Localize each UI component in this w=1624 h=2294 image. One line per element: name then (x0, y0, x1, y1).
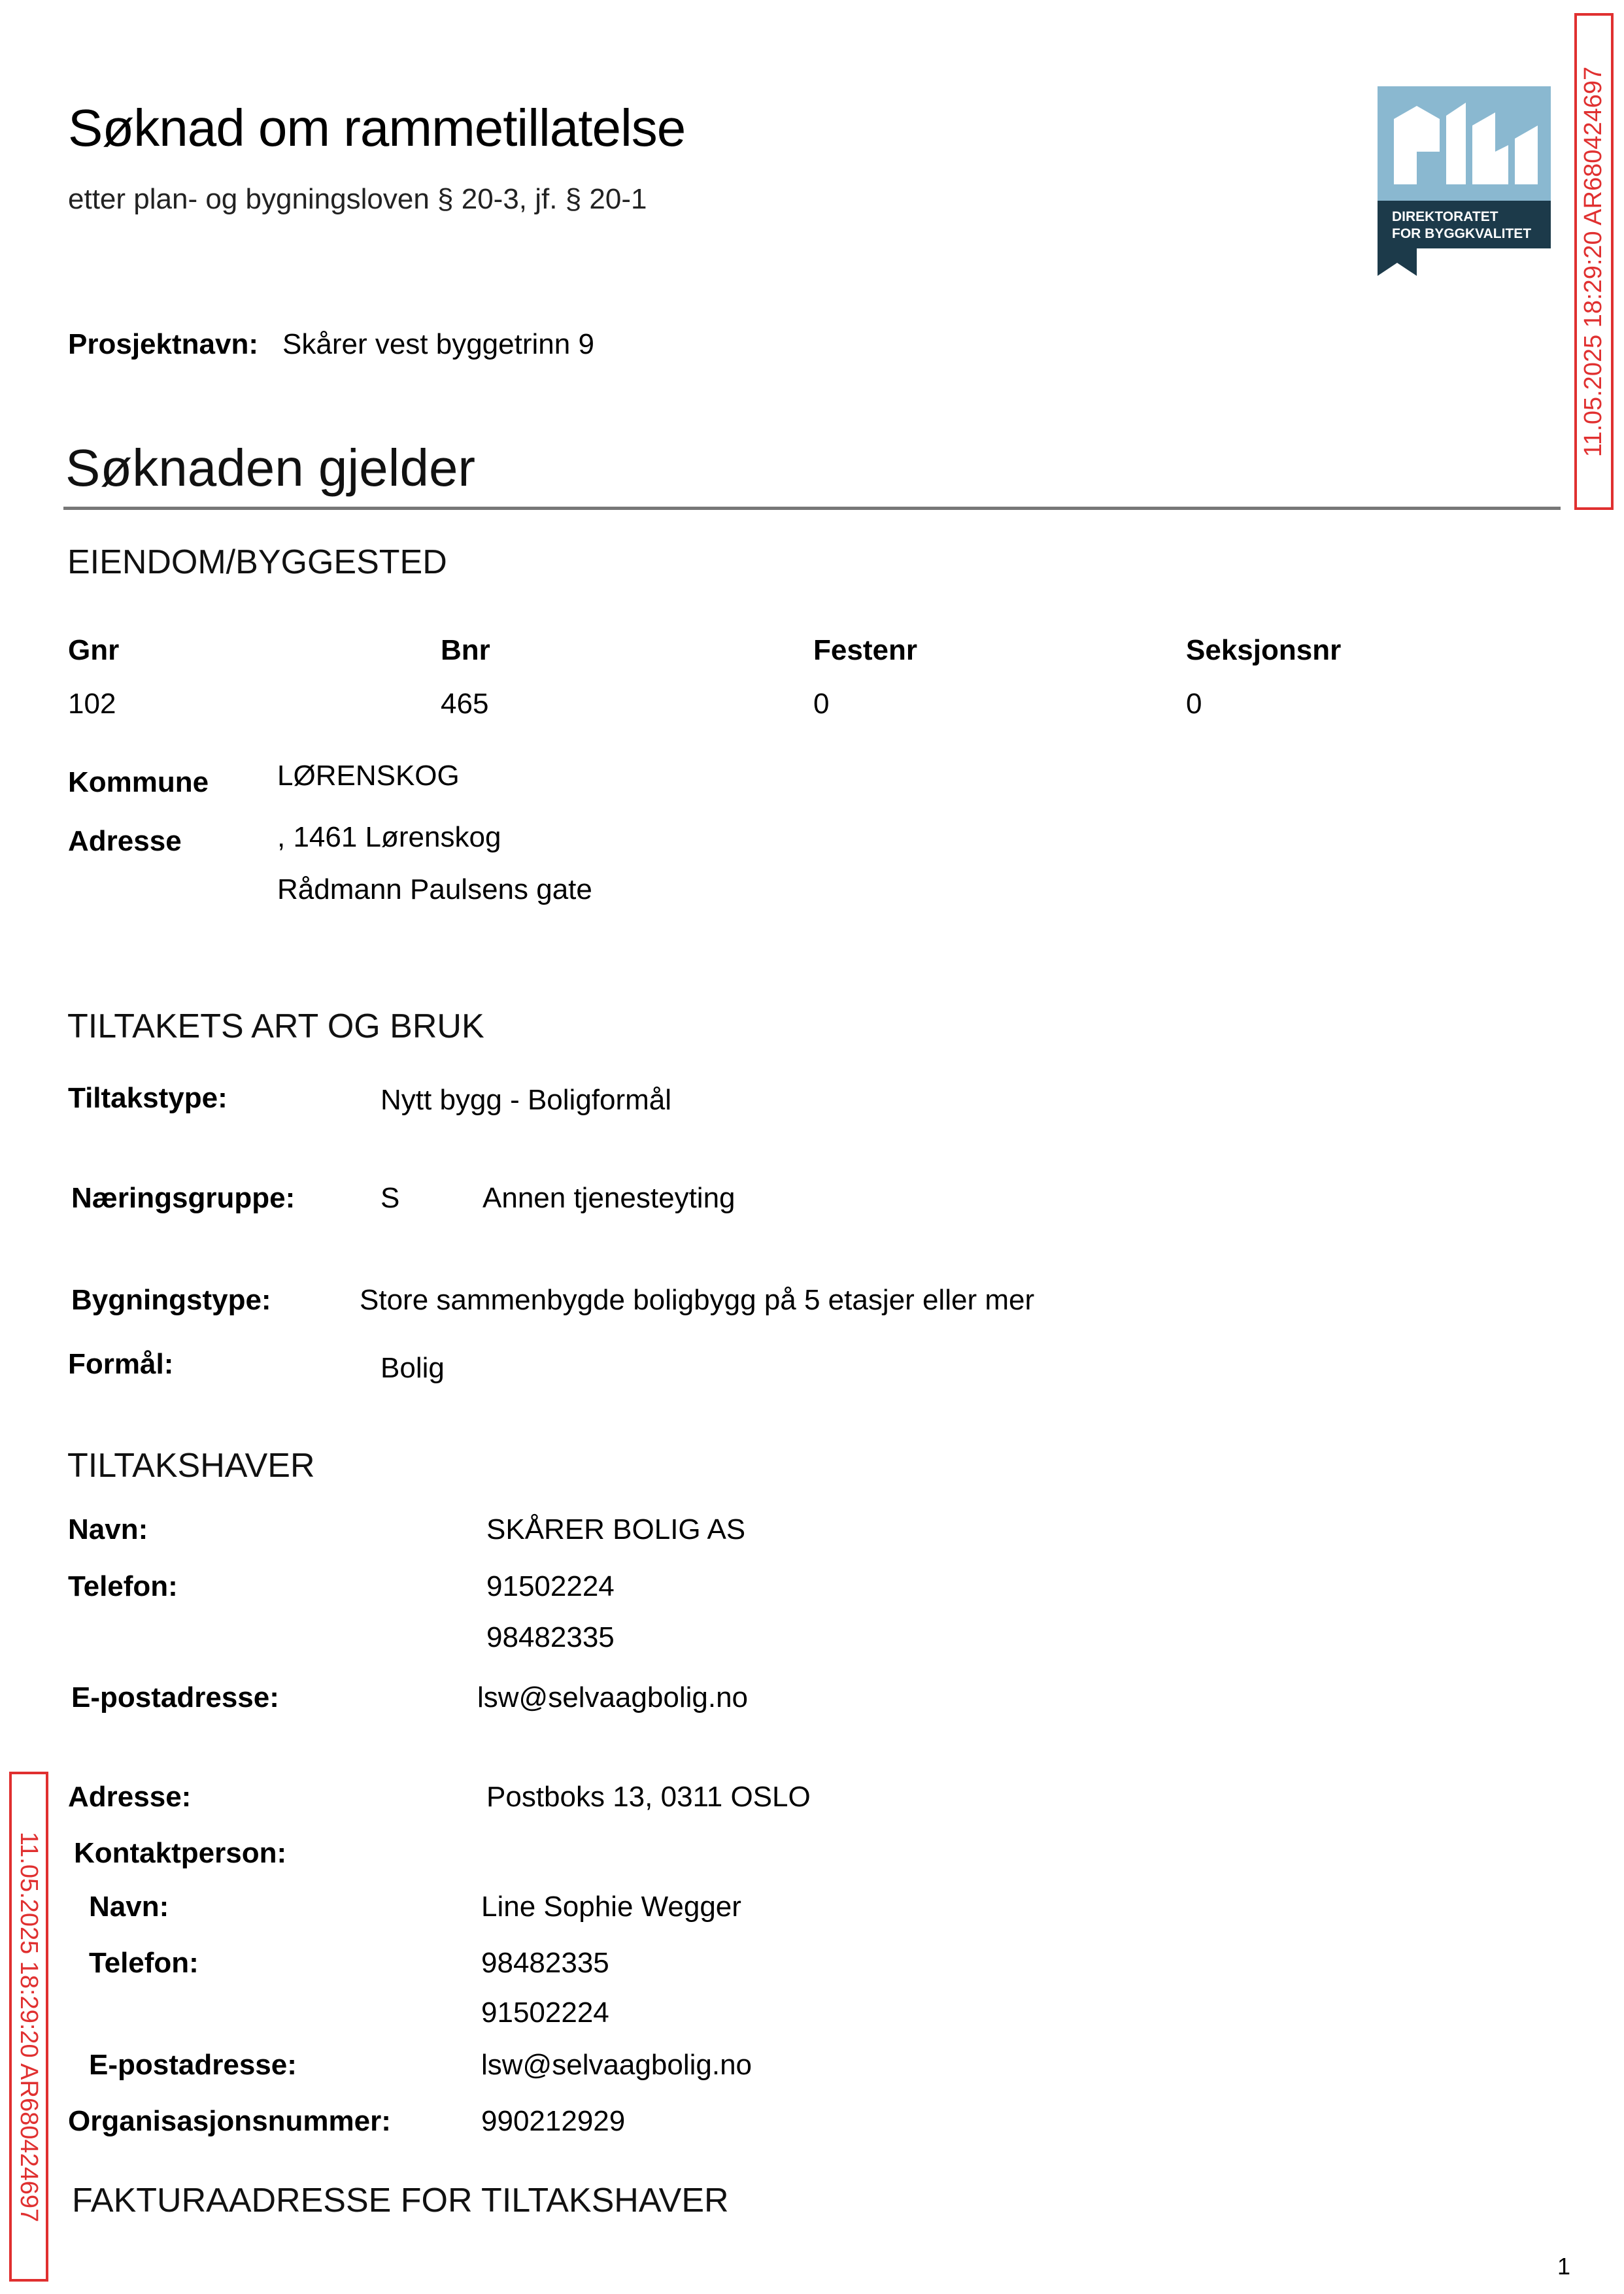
tiltakshaver-title: TILTAKSHAVER (67, 1447, 315, 1485)
adresse-line1: , 1461 Lørenskog (277, 821, 501, 853)
kontakt-epost-value: lsw@selvaagbolig.no (481, 2049, 753, 2081)
navn-label: Navn: (68, 1513, 148, 1545)
timestamp-stamp-left: 11.05.2025 18:29:20 AR680424697 (9, 1772, 48, 2282)
orgnr-value: 990212929 (481, 2105, 626, 2137)
tiltakstype-label: Tiltakstype: (68, 1082, 228, 1114)
telefon-value-2: 98482335 (486, 1621, 615, 1653)
seksjonsnr-header: Seksjonsnr (1186, 634, 1342, 666)
tiltakstype-value: Nytt bygg - Boligformål (381, 1084, 672, 1116)
naeringsgruppe-value: Annen tjenesteyting (482, 1182, 736, 1214)
seksjonsnr-value: 0 (1186, 688, 1202, 720)
telefon-value-1: 91502224 (486, 1570, 615, 1602)
epost-value: lsw@selvaagbolig.no (477, 1681, 749, 1713)
project-value: Skårer vest byggetrinn 9 (282, 328, 594, 360)
formal-value: Bolig (381, 1352, 445, 1384)
gnr-value: 102 (68, 688, 116, 720)
bygningstype-value: Store sammenbygde boligbygg på 5 etasjer eller mer (360, 1284, 1035, 1316)
project-label: Prosjektnavn: (68, 328, 258, 360)
naeringsgruppe-code: S (381, 1182, 400, 1214)
page-number: 1 (1557, 2253, 1571, 2280)
kontakt-navn-label: Navn: (89, 1891, 169, 1923)
telefon-label: Telefon: (68, 1570, 178, 1602)
epost-label: E-postadresse: (71, 1681, 279, 1713)
page-subtitle: etter plan- og bygningsloven § 20-3, jf. § 20-1 (68, 183, 647, 215)
section-heading: Søknaden gjelder (65, 439, 476, 497)
kontakt-epost-label: E-postadresse: (89, 2049, 297, 2081)
bygningstype-label: Bygningstype: (71, 1284, 271, 1316)
kontakt-navn-value: Line Sophie Wegger (481, 1891, 741, 1923)
kontakt-telefon-value-2: 91502224 (481, 1997, 609, 2029)
faktura-title: FAKTURAADRESSE FOR TILTAKSHAVER (72, 2182, 729, 2219)
adresse-line2: Rådmann Paulsens gate (277, 873, 592, 905)
dibk-logo-graphic (1378, 86, 1551, 276)
page-title: Søknad om rammetillatelse (68, 99, 686, 157)
timestamp-stamp-right: 11.05.2025 18:29:20 AR680424697 (1574, 13, 1614, 510)
dibk-logo (1378, 86, 1551, 276)
tiltak-title: TILTAKETS ART OG BRUK (67, 1007, 484, 1045)
kontakt-telefon-label: Telefon: (89, 1947, 199, 1979)
tiltakshaver-adresse-label: Adresse: (68, 1781, 192, 1813)
kommune-value: LØRENSKOG (277, 760, 460, 792)
kontaktperson-label: Kontaktperson: (74, 1837, 287, 1869)
orgnr-label: Organisasjonsnummer: (68, 2105, 391, 2137)
bnr-header: Bnr (441, 634, 490, 666)
bnr-value: 465 (441, 688, 489, 720)
adresse-label: Adresse (68, 825, 182, 857)
eiendom-title: EIENDOM/BYGGESTED (67, 543, 447, 581)
heading-rule (63, 507, 1561, 510)
gnr-header: Gnr (68, 634, 120, 666)
logo-text-2: FOR BYGGKVALITET (1392, 226, 1532, 241)
navn-value: SKÅRER BOLIG AS (486, 1513, 746, 1545)
tiltakshaver-adresse-value: Postboks 13, 0311 OSLO (486, 1781, 811, 1813)
logo-text-1: DIREKTORATET (1392, 209, 1498, 224)
festenr-value: 0 (813, 688, 830, 720)
festenr-header: Festenr (813, 634, 917, 666)
kontakt-telefon-value-1: 98482335 (481, 1947, 609, 1979)
formal-label: Formål: (68, 1348, 174, 1380)
naeringsgruppe-label: Næringsgruppe: (71, 1182, 296, 1214)
kommune-label: Kommune (68, 766, 209, 798)
